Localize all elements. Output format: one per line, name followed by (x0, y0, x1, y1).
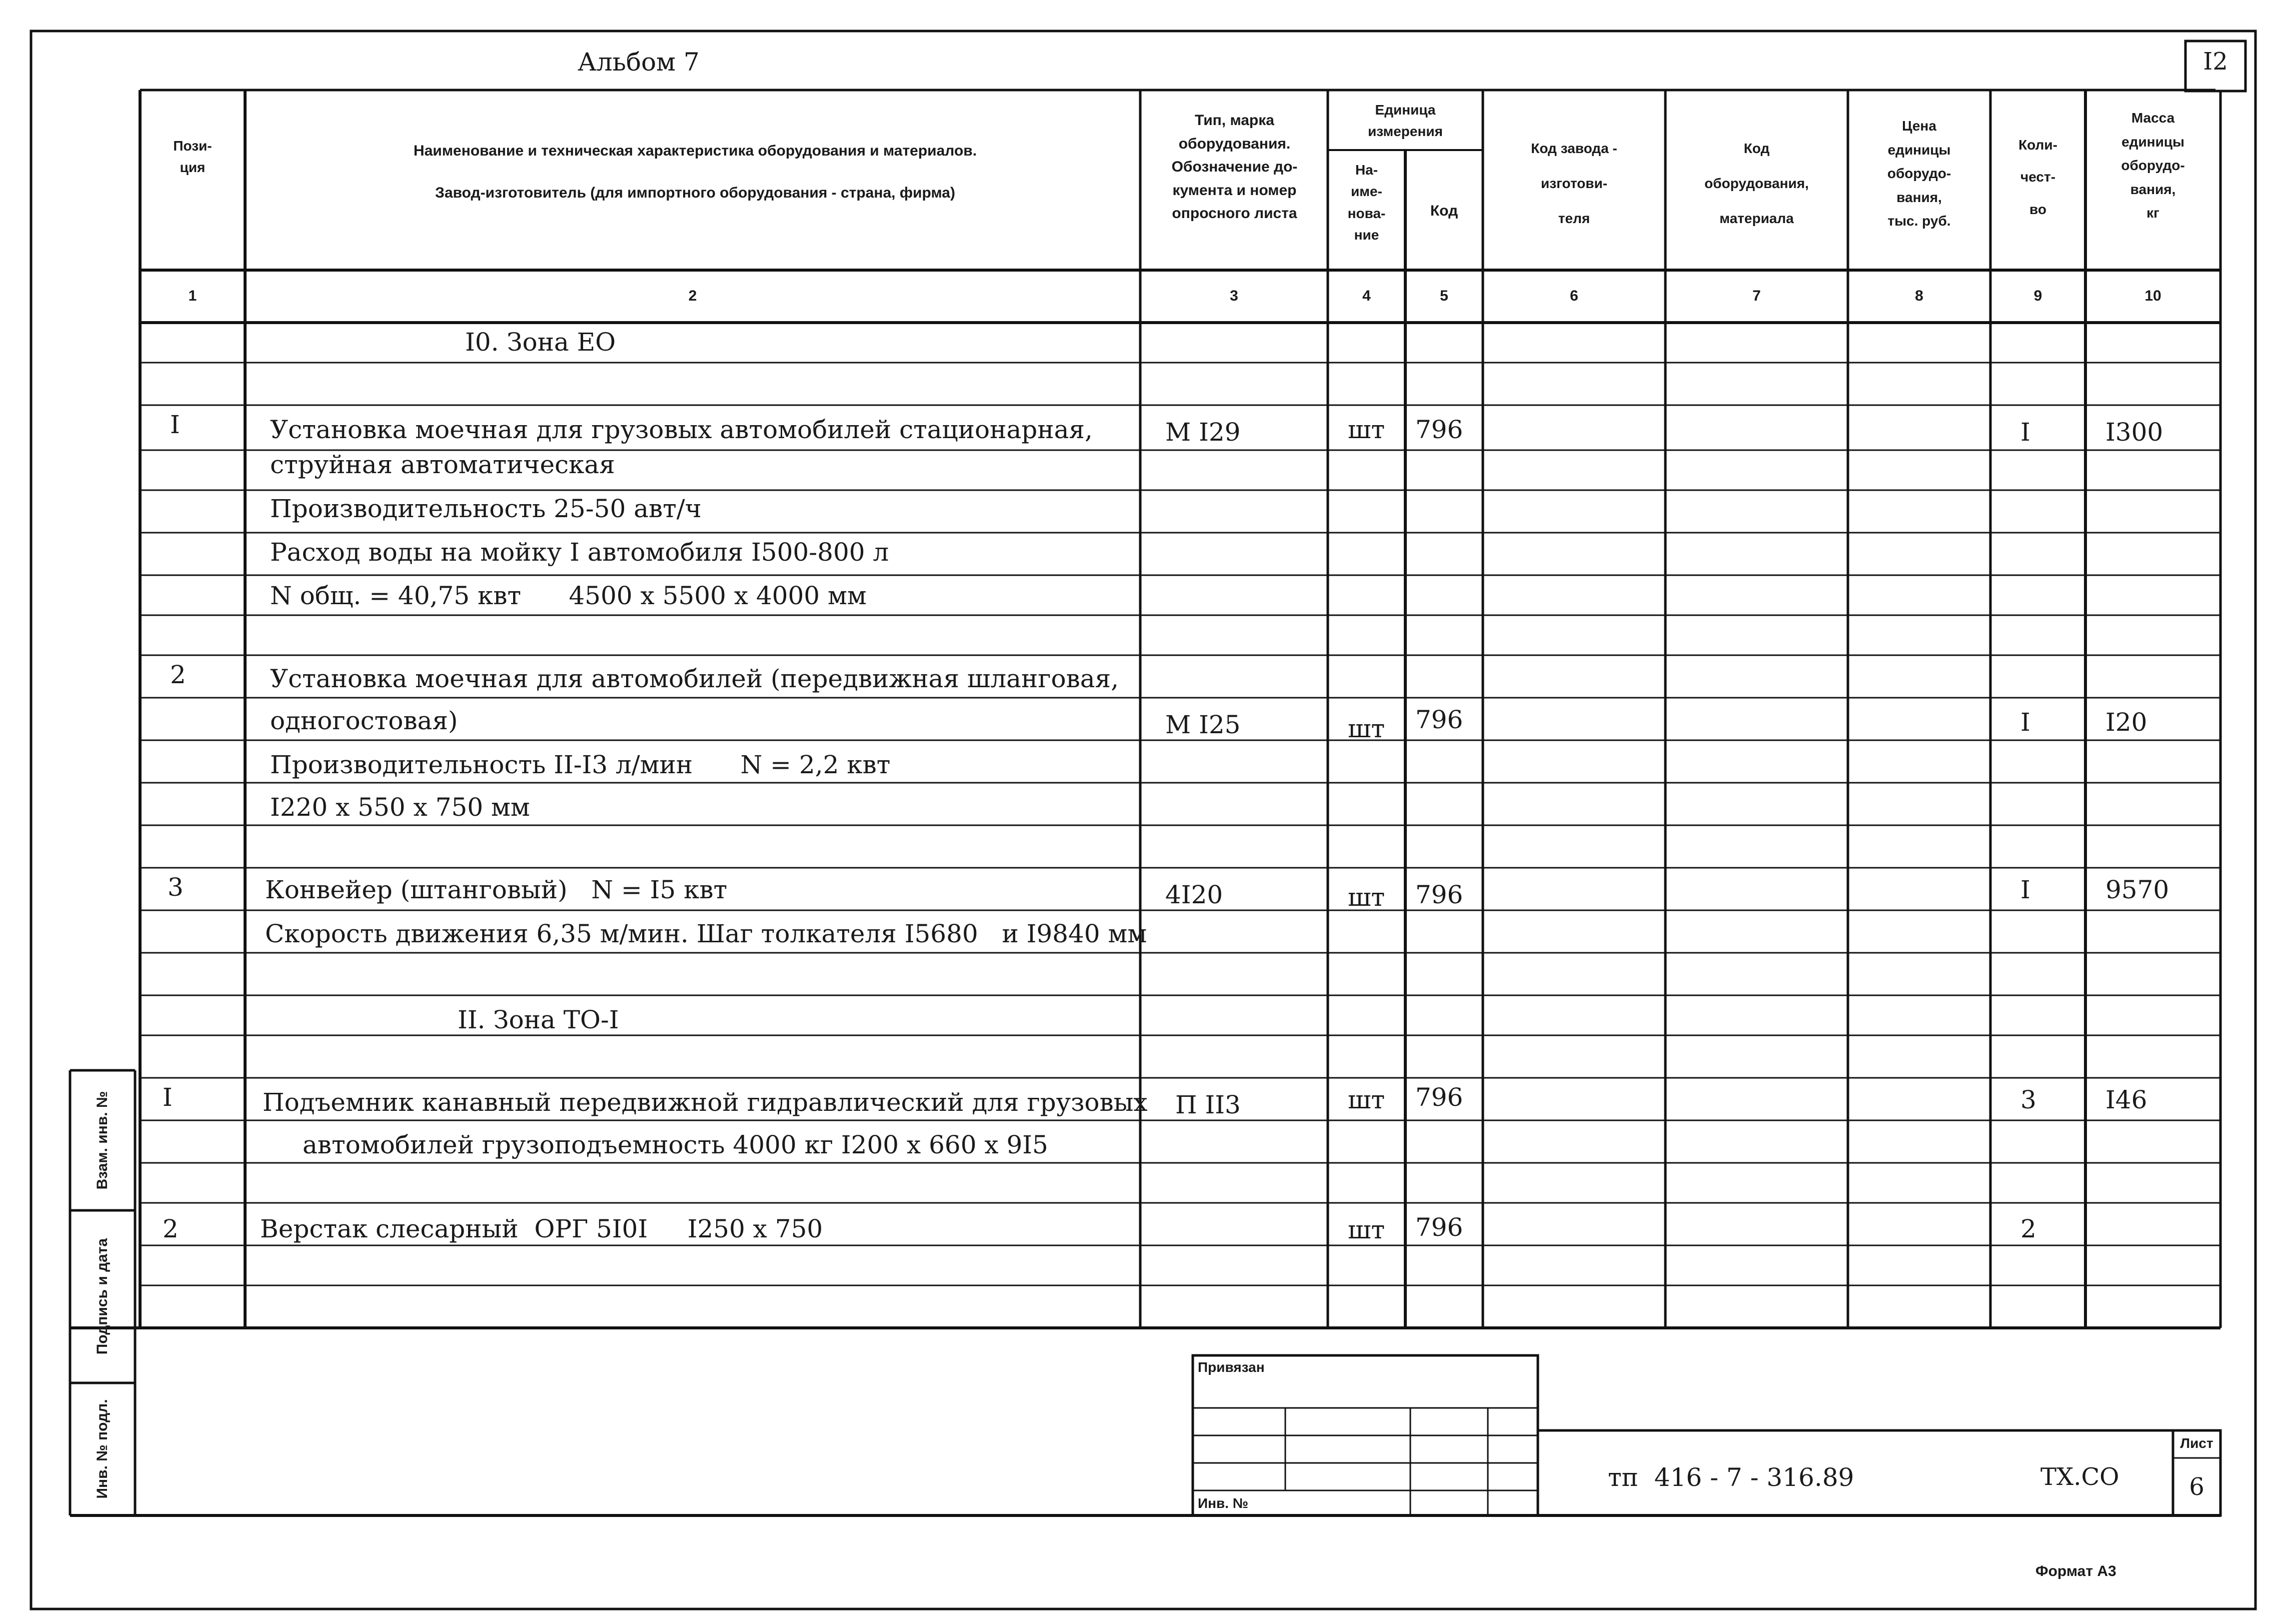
side-label-inv: Инв. № подл. (94, 1399, 111, 1499)
row-pos: 2 (170, 660, 186, 689)
row-mass: 9570 (2105, 875, 2169, 904)
row-code: 796 (1415, 415, 1463, 444)
row-name: Скорость движения 6,35 м/мин. Шаг толкателя I5680 и I9840 мм (265, 919, 1147, 948)
row-mass: I20 (2105, 708, 2147, 737)
row-name: Конвейер (штанговый) N = I5 квт (265, 875, 728, 904)
header-col-10: Масса единицы оборудо- вания, кг (2121, 110, 2185, 221)
row-type: М I25 (1165, 710, 1241, 739)
doc-code: тп 416 - 7 - 316.89 (1608, 1463, 1854, 1492)
header-col-4: На- име- нова- ние (1347, 162, 1386, 243)
row-name: Верстак слесарный ОРГ 5I0I I250 x 750 (260, 1214, 823, 1243)
row-unit: шт (1348, 415, 1385, 444)
row-code: 796 (1415, 1083, 1463, 1112)
header-col-3: Тип, марка оборудования. Обозначение до- кумента и номер опросного листа (1171, 112, 1298, 222)
colnum-6: 6 (1570, 288, 1578, 304)
list-label: Лист (2180, 1435, 2213, 1451)
row-name: Производительность 25-50 авт/ч (270, 494, 702, 523)
row-unit: шт (1348, 714, 1385, 743)
row-pos: 2 (163, 1214, 179, 1243)
header-col-1: Пози- ция (173, 138, 212, 176)
zone-title: II. Зона ТО-I (458, 1005, 619, 1034)
row-pos: 3 (168, 873, 184, 902)
row-code: 796 (1415, 1213, 1463, 1242)
row-unit: шт (1348, 1215, 1385, 1244)
zone-title: I0. Зона ЕО (465, 328, 616, 357)
row-name: струйная автоматическая (270, 450, 615, 479)
row-mass: I300 (2105, 418, 2163, 447)
header-col-2: Наименование и техническая характеристика оборудования и материалов. Завод-изготовитель (для импортного оборудования - страна, фирма) (413, 143, 977, 201)
row-name: I220 x 550 x 750 мм (270, 793, 530, 822)
row-name: Производительность II-I3 л/мин N = 2,2 квт (270, 750, 891, 779)
colnum-4: 4 (1362, 288, 1371, 304)
colnum-1: 1 (188, 288, 197, 304)
row-unit: шт (1348, 883, 1385, 912)
header-col-8: Цена единицы оборудо- вания, тыс. руб. (1887, 118, 1951, 229)
colnum-5: 5 (1440, 288, 1448, 304)
row-pos: I (163, 1083, 173, 1112)
row-type: 4I20 (1165, 880, 1223, 909)
row-mass: I46 (2105, 1085, 2147, 1114)
row-qty: 3 (2020, 1085, 2036, 1114)
row-qty: I (2020, 708, 2030, 737)
stamp-inv-no: Инв. № (1198, 1495, 1249, 1511)
header-col-6: Код завода - изготови- теля (1531, 141, 1617, 226)
header-col-5: Код (1430, 203, 1458, 219)
colnum-9: 9 (2033, 288, 2042, 304)
colnum-10: 10 (2144, 288, 2161, 304)
row-qty: I (2020, 418, 2030, 447)
row-name: одногостовая) (270, 706, 458, 735)
colnum-3: 3 (1230, 288, 1238, 304)
album-title: Альбом 7 (578, 48, 700, 77)
row-name: N общ. = 40,75 квт 4500 x 5500 x 4000 мм (270, 581, 867, 610)
header-col-7: Код оборудования, материала (1704, 141, 1809, 226)
colnum-7: 7 (1752, 288, 1761, 304)
colnum-2: 2 (688, 288, 697, 304)
list-number: 6 (2189, 1473, 2204, 1501)
row-unit: шт (1348, 1085, 1385, 1114)
doc-suffix: ТХ.СО (2040, 1463, 2119, 1491)
side-label-podpis: Подпись и дата (94, 1238, 111, 1355)
row-code: 796 (1415, 705, 1463, 734)
row-name: Установка моечная для грузовых автомобилей стационарная, (270, 415, 1093, 444)
stamp-privyazan: Привязан (1198, 1359, 1265, 1375)
row-name: Подъемник канавный передвижной гидравлический для грузовых (263, 1088, 1148, 1117)
row-type: П II3 (1175, 1090, 1241, 1119)
format-label: Формат А3 (2035, 1563, 2116, 1579)
row-qty: I (2020, 875, 2030, 904)
row-name: Установка моечная для автомобилей (передвижная шланговая, (270, 664, 1119, 693)
row-name: автомобилей грузоподъемность 4000 кг I200 x 660 x 9I5 (303, 1130, 1048, 1159)
header-col-9: Коли- чест- во (2018, 137, 2057, 217)
row-name: Расход воды на мойку I автомобиля I500-800 л (270, 538, 889, 567)
header-unit-group: Единица измерения (1368, 102, 1443, 140)
sheet-number: I2 (2203, 48, 2228, 76)
row-pos: I (170, 410, 180, 439)
row-qty: 2 (2020, 1214, 2036, 1243)
colnum-8: 8 (1915, 288, 1923, 304)
row-code: 796 (1415, 880, 1463, 909)
side-label-vzam: Взам. инв. № (94, 1091, 111, 1190)
row-type: М I29 (1165, 418, 1241, 447)
